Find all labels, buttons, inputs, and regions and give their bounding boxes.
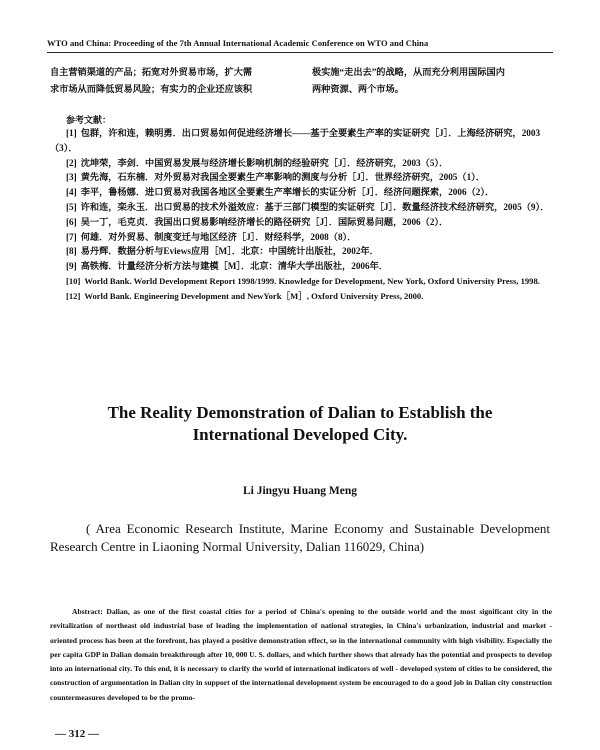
reference-item (50, 170, 556, 185)
reference-text: 高铁梅．计量经济分析方法与建模［M］．北京：清华大学出版社，2006年． (80, 261, 388, 272)
reference-number: [3] (66, 172, 77, 183)
reference-item (50, 126, 556, 156)
reference-text: 包群，许和连，赖明勇．出口贸易如何促进经济增长——基于全要素生产率的实证研究［J］．上海经济研究，2003（3）． (50, 128, 541, 153)
page-number: — 312 — (55, 728, 99, 740)
intro-column-left (50, 64, 295, 98)
reference-text: 吴一丁，毛克贞．我国出口贸易影响经济增长的路径研究［J］．国际贸易问题，2006（2）． (80, 216, 449, 227)
reference-text: World Bank. World Development Report 1998/1999. Knowledge for Development, New York, Oxford University Press, 1998. (84, 275, 540, 286)
intro-line: 极实施“走出去”的战略，从而充分利用国际国内 (312, 67, 505, 77)
reference-text: 黄先海，石东楠．对外贸易对我国全要素生产率影响的测度与分析［J］．世界经济研究，2005（1）． (80, 172, 485, 183)
abstract-label: Abstract: (72, 607, 103, 616)
intro-line: 求市场从而降低贸易风险；有实力的企业还应该积 (50, 84, 253, 94)
running-header: WTO and China: Proceeding of the 7th Annual International Academic Conference on WTO and China (47, 38, 429, 48)
reference-text: 李平，鲁杨娜．进口贸易对我国各地区全要素生产率增长的实证分析［J］．经济问题探索，2006（2）． (80, 187, 495, 198)
reference-number: [8] (66, 246, 77, 257)
affiliation (50, 520, 550, 556)
reference-item (50, 244, 556, 259)
affiliation-text: ( Area Economic Research Institute, Marine Economy and Sustainable Development Research Centre in Liaoning Normal University, Dalian 116029, China) (50, 521, 550, 554)
intro-line: 自主营销渠道的产品；拓宽对外贸易市场，扩大需 (50, 67, 253, 77)
reference-number: [7] (66, 231, 77, 242)
reference-number: [1] (66, 128, 77, 138)
intro-column-right (312, 64, 542, 98)
reference-item (50, 230, 556, 245)
reference-item (50, 200, 556, 215)
reference-number: [4] (66, 187, 77, 198)
reference-list (50, 126, 556, 304)
reference-item (50, 274, 556, 289)
reference-item (50, 215, 556, 230)
reference-text: World Bank. Engineering Development and NewYork［M］, Oxford University Press, 2000. (84, 290, 424, 301)
reference-text: 何雄．对外贸易、制度变迁与地区经济［J］．财经科学，2008（8）． (80, 231, 357, 242)
reference-number: [6] (66, 216, 77, 227)
reference-text: 沈坤荣，李剑．中国贸易发展与经济增长影响机制的经验研究［J］．经济研究，2003（5）． (80, 157, 449, 168)
reference-item (50, 156, 556, 171)
reference-text: 易丹辉．数据分析与Eviews应用［M］．北京：中国统计出版社，2002年． (80, 246, 379, 257)
abstract (50, 605, 552, 705)
header-rule (47, 52, 553, 53)
intro-line: 两种资源、两个市场。 (312, 84, 404, 94)
abstract-text: Dalian, as one of the first coastal cities for a period of China's opening to the outside world and the most significant city in the revitalization of northeast old industrial base of leading the implementation of national strategies, in China's urbanization, industrial and market - oriented process has been at the forefront, has played a positive demonstration effect, so in the international community with high visibility. Especially the per capita GDP in Dalian domain breakthrough after 10, 000 U. S. dollars, and which further shows that already has the potential and prospects to develop into an international city. To this end, it is necessary to clarify the world of international indicators of well - developed system of cities to be considered, the construction of argumentation in Dalian city in support of the international development system be encouraged to do a good job in Dalian city construction countermeasures developed to be the promo- (50, 607, 552, 702)
reference-item (50, 289, 556, 304)
reference-number: [5] (66, 201, 77, 212)
article-title-line: International Developed City. (192, 425, 408, 444)
reference-number: [2] (66, 157, 77, 168)
reference-number: [12] (66, 290, 81, 301)
reference-text: 许和连，栾永玉．出口贸易的技术外溢效应：基于三部门模型的实证研究［J］．数量经济技术经济研究，2005（9）． (80, 201, 550, 212)
reference-item (50, 259, 556, 274)
authors: Li Jingyu Huang Meng (242, 485, 358, 497)
reference-number: [9] (66, 261, 77, 272)
reference-item (50, 185, 556, 200)
reference-number: [10] (66, 275, 81, 286)
references-title: 参考文献： (66, 115, 112, 125)
article-title-line: The Reality Demonstration of Dalian to Establish the (107, 403, 493, 422)
article-title (60, 402, 540, 446)
